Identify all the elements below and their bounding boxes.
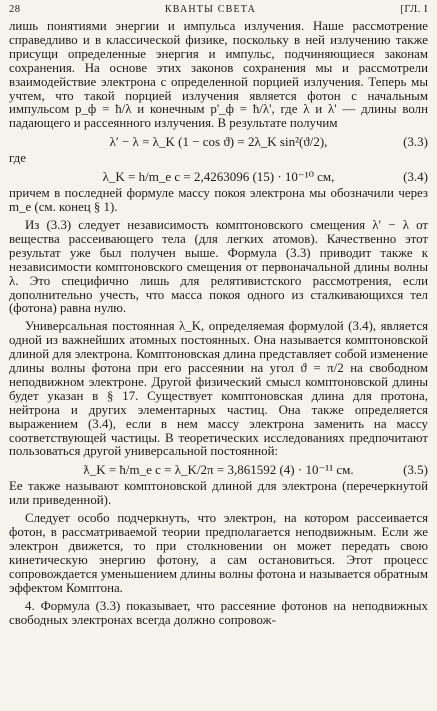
paragraph: причем в последней формуле массу покоя электрона мы обозначили через m_e (см. конец § 1). (9, 186, 428, 215)
paragraph: Следует особо подчеркнуть, что электрон, на котором рассеивается фотон, в рассматриваемой теории предполагается неподвижным. Если же электрон движется, то при столкновении он может передать свою кинетическую энергию фотону, а сам остановиться. Этот процесс сопровождается уменьшением длины волны фотона и называется обратным эффектом Комптона. (9, 511, 428, 595)
paragraph: 4. Формула (3.3) показывает, что рассеяние фотонов на неподвижных свободных электронах всегда должно сопровож- (9, 598, 428, 627)
chapter-label: [ГЛ. I (400, 4, 428, 15)
page-number: 28 (9, 4, 21, 15)
page-body (9, 20, 428, 627)
equation-formula: ƛ_K = ħ/m_e c = λ_K/2π = 3,861592 (4) · 10⁻¹¹ см. (83, 462, 354, 478)
paragraph: Из (3.3) следует независимость комптоновского смещения λ′ − λ от вещества рассеивающего тела (для легких атомов). Качественно этот результат уже был получен выше. Формула (3.3) приводит также к независимости комптоновского смещения от первоначальной длины волны λ. Это специфично лишь для релятивистского рассмотрения, если дополнительно учесть, что масса покоя одного из сталкивающихся тел (фотона) равна нулю. (9, 217, 428, 316)
equation-number: (3.4) (403, 169, 428, 185)
paragraph: Универсальная постоянная λ_K, определяемая формулой (3.4), является одной из важнейших атомных постоянных. Она называется комптоновской длиной для электрона. Комптоновская длина представляет собой изменение длины волны фотона при его рассеянии на угол ϑ = π/2 на свободном неподвижном электроне. Другой физический смысл комптоновской длины будет указан в § 17. Существует комптоновская длина для протона, нейтрона и других элементарных частиц. Она также определяется выражением (3.4), если в нем массу электрона заменить на массу соответствующей частицы. В теоретических исследованиях предпочитают пользоваться другой универсальной постоянной: (9, 319, 428, 459)
running-title: КВАНТЫ СВЕТА (164, 4, 256, 15)
equation-3-3 (9, 134, 428, 149)
equation-3-5 (9, 462, 428, 477)
equation-number: (3.3) (403, 134, 428, 150)
paragraph: Ее также называют комптоновской длиной для электрона (перечеркнутой или приведенной). (9, 479, 428, 508)
paragraph-label: где (9, 151, 26, 166)
equation-formula: λ′ − λ = λ_K (1 − cos ϑ) = 2λ_K sin²(ϑ/2), (109, 134, 328, 150)
equation-3-4 (9, 169, 428, 184)
running-header (9, 4, 428, 20)
equation-number: (3.5) (403, 462, 428, 478)
paragraph: лишь понятиями энергии и импульса излучения. Наше рассмотрение справедливо и в классической физике, поскольку в ней излучению также присущи определенные энергия и импульс, подчиняющиеся законам сохранения. На основе этих законов сохранения мы и рассмотрели взаимодействие электрона с определенной порцией излучения. Теперь мы учтем, что такой порцией излучения является фотон с начальным импульсом p_ф = ħ/λ и конечным p'_ф = ħ/λ', где λ и λ' — длины волн падающего и рассеянного излучения. В результате получим (9, 19, 428, 131)
equation-formula: λ_K = h/m_e c = 2,4263096 (15) · 10⁻¹⁰ см, (102, 169, 335, 185)
